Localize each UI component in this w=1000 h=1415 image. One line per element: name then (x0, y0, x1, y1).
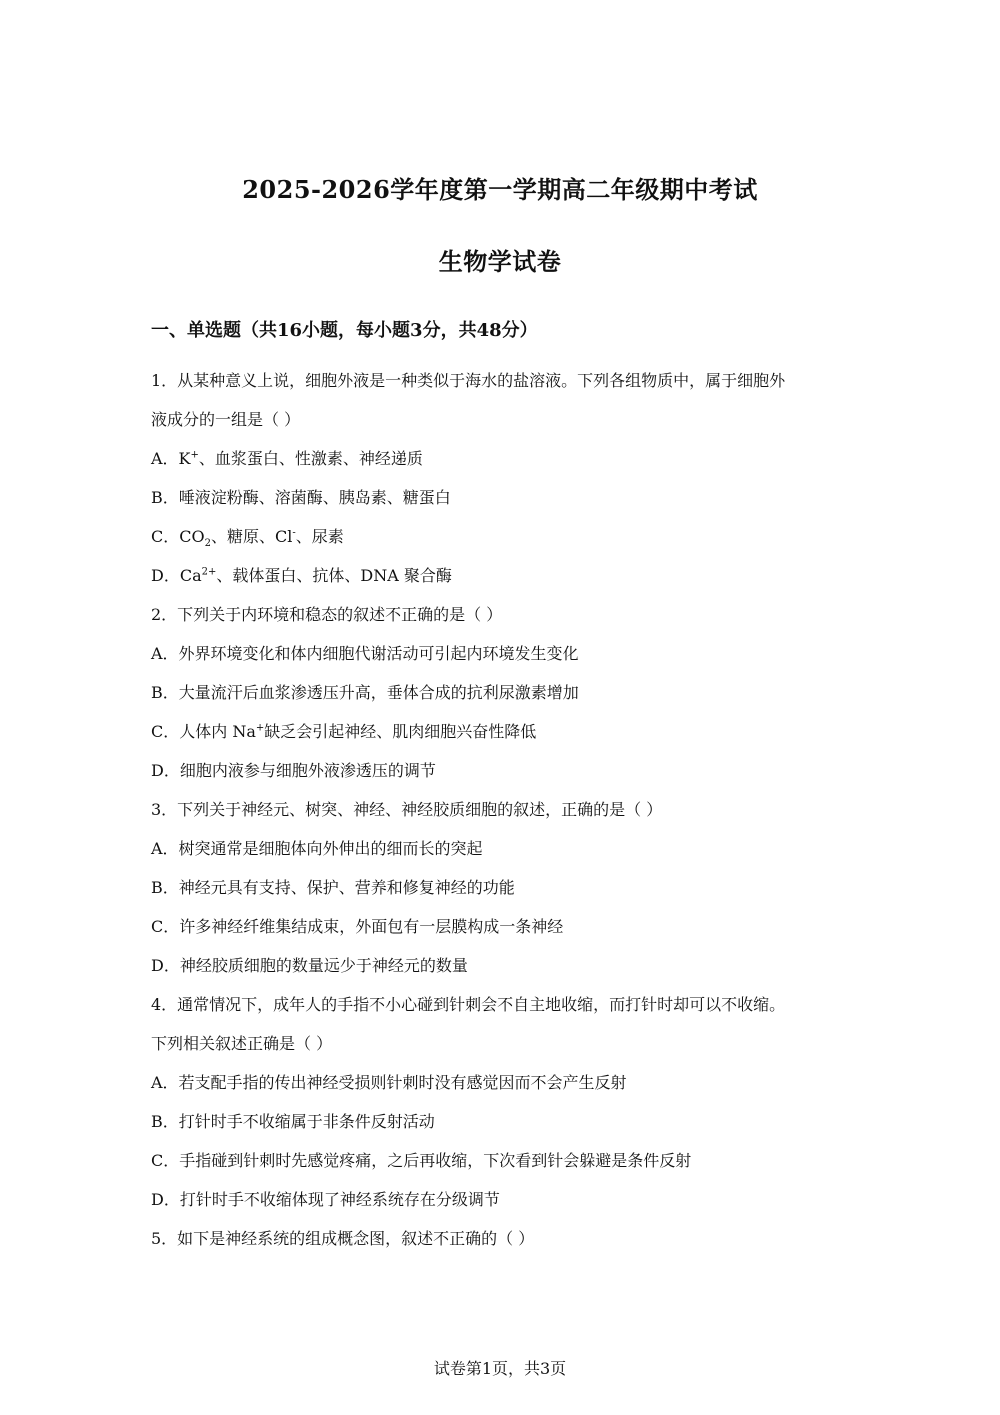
superscript: - (292, 527, 296, 539)
option-text: 缺乏会引起神经、肌肉细胞兴奋性降低 (264, 722, 537, 741)
option-text: 、糖原、Cl (210, 527, 293, 546)
question-5-stem: 5．如下是神经系统的组成概念图，叙述不正确的（ ） (151, 1229, 535, 1248)
page-footer: 试卷第1页，共3页 (433, 1359, 567, 1378)
superscript: 2+ (201, 566, 217, 578)
question-2-option-b: B．大量流汗后血浆渗透压升高，垂体合成的抗利尿激素增加 (151, 683, 579, 702)
question-4-option-b: B．打针时手不收缩属于非条件反射活动 (151, 1112, 435, 1131)
option-text: 、载体蛋白、抗体、DNA 聚合酶 (216, 566, 452, 585)
option-text: C．CO (151, 527, 205, 546)
superscript: + (255, 722, 265, 734)
question-2-stem: 2．下列关于内环境和稳态的叙述不正确的是（ ） (151, 605, 503, 624)
exam-subject-title: 生物学试卷 (438, 247, 562, 276)
question-4-stem-cont: 下列相关叙述正确是（ ） (151, 1034, 333, 1053)
question-1-option-d (151, 565, 871, 587)
question-4-option-d: D．打针时手不收缩体现了神经系统存在分级调节 (151, 1190, 500, 1209)
question-1-option-c (151, 526, 871, 548)
question-1-stem-cont: 液成分的一组是（ ） (151, 410, 301, 429)
option-text: C．人体内 Na (151, 722, 256, 741)
question-3-option-d: D．神经胶质细胞的数量远少于神经元的数量 (151, 956, 468, 975)
question-4-stem: 4．通常情况下，成年人的手指不小心碰到针刺会不自主地收缩，而打针时却可以不收缩。 (151, 995, 786, 1014)
question-4-option-a: A．若支配手指的传出神经受损则针刺时没有感觉因而不会产生反射 (151, 1073, 627, 1092)
question-2-option-d: D．细胞内液参与细胞外液渗透压的调节 (151, 761, 436, 780)
option-text: 、血浆蛋白、性激素、神经递质 (198, 449, 423, 468)
superscript: + (190, 449, 199, 461)
question-1-option-a (151, 448, 871, 470)
question-3-stem: 3．下列关于神经元、树突、神经、神经胶质细胞的叙述，正确的是（ ） (151, 800, 663, 819)
question-1-option-b: B．唾液淀粉酶、溶菌酶、胰岛素、糖蛋白 (151, 488, 451, 507)
option-text: A．K (151, 449, 191, 468)
question-2-option-a: A．外界环境变化和体内细胞代谢活动可引起内环境发生变化 (151, 644, 579, 663)
option-text: D．Ca (151, 566, 202, 585)
question-1-stem: 1．从某种意义上说，细胞外液是一种类似于海水的盐溶液。下列各组物质中，属于细胞外 (151, 371, 786, 390)
question-4-option-c: C．手指碰到针刺时先感觉疼痛，之后再收缩，下次看到针会躲避是条件反射 (151, 1151, 692, 1170)
exam-title: 2025-2026学年度第一学期高二年级期中考试 (242, 175, 758, 204)
question-3-option-b: B．神经元具有支持、保护、营养和修复神经的功能 (151, 878, 515, 897)
question-3-option-a: A．树突通常是细胞体向外伸出的细而长的突起 (151, 839, 483, 858)
subscript: 2 (204, 538, 211, 550)
question-2-option-c (151, 721, 871, 743)
question-3-option-c: C．许多神经纤维集结成束，外面包有一层膜构成一条神经 (151, 917, 564, 936)
option-text: 、尿素 (295, 527, 344, 546)
section-heading: 一、单选题（共16小题，每小题3分，共48分） (151, 320, 538, 341)
